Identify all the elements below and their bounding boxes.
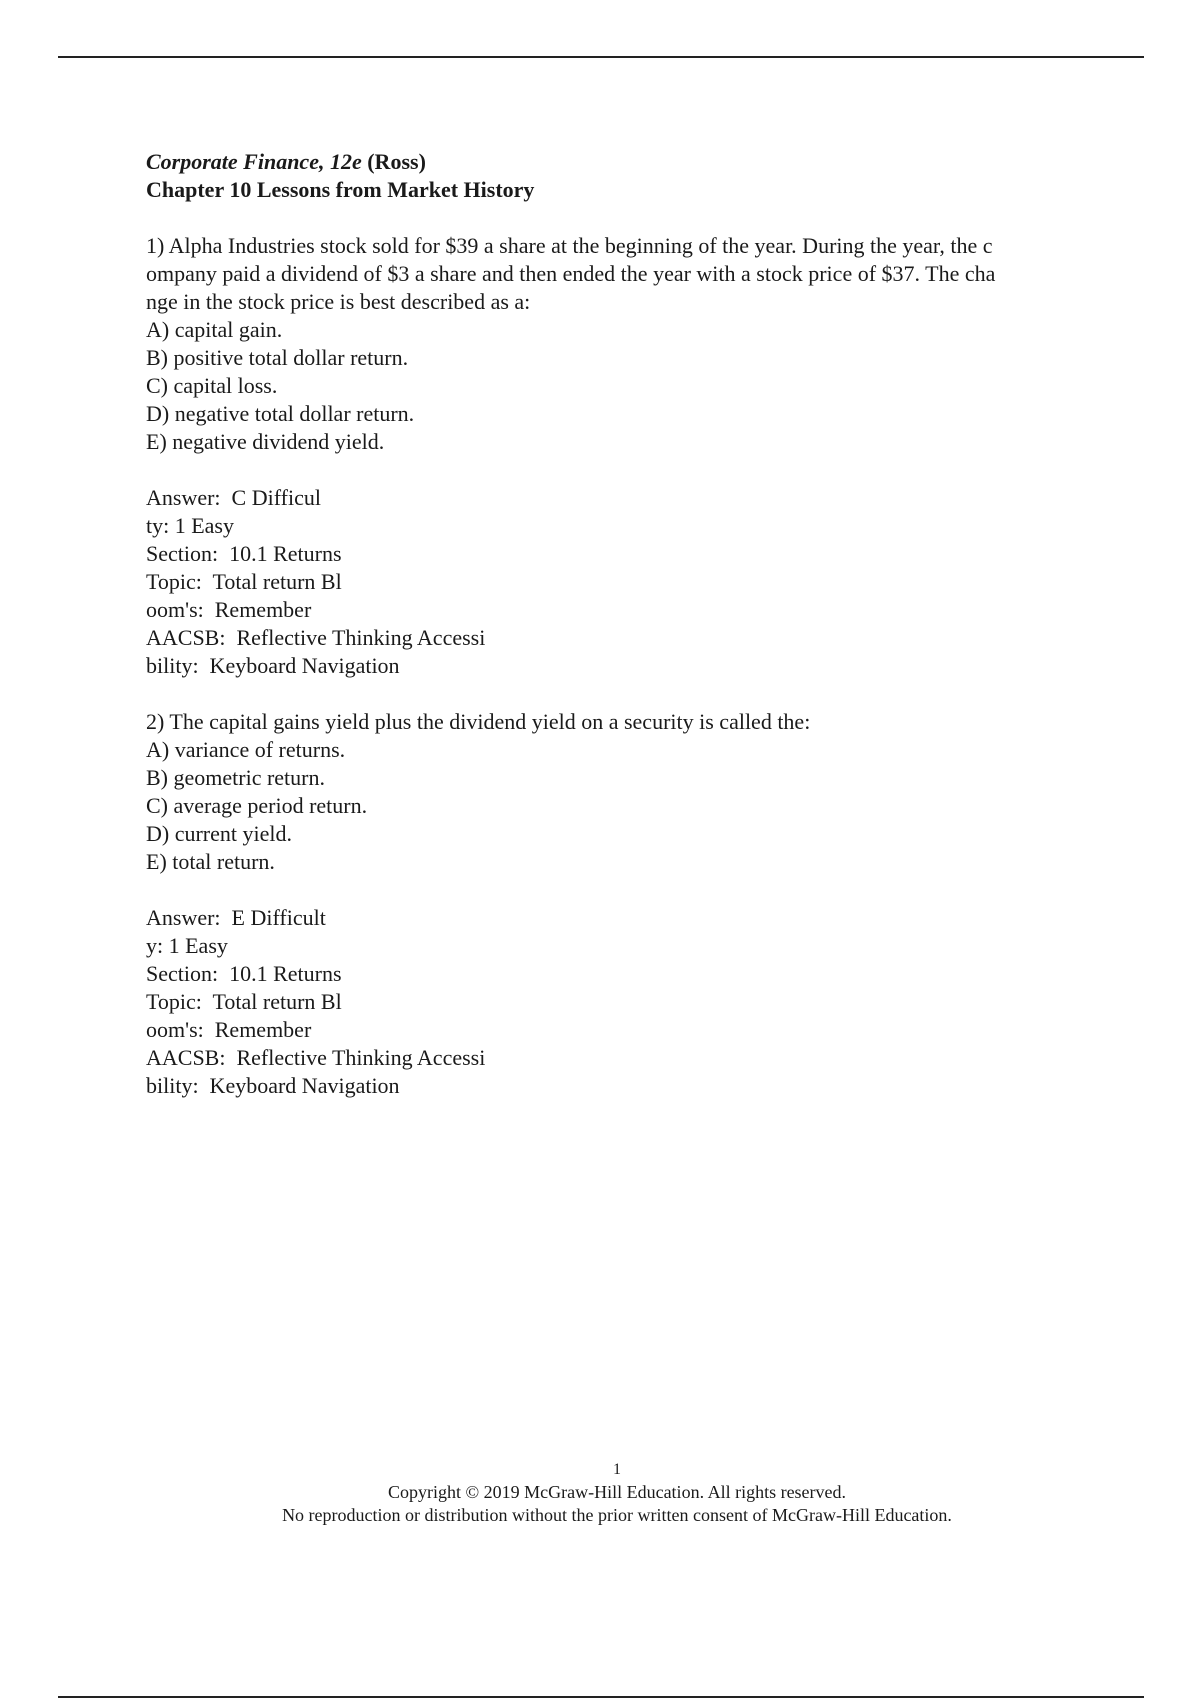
- answer-meta-line: Answer: E Difficult: [146, 905, 326, 930]
- answer-meta-line: oom's: Remember: [146, 597, 312, 622]
- book-title: [146, 148, 1076, 176]
- answer-option: C) capital loss.: [146, 373, 278, 398]
- answer-meta-line: y: 1 Easy: [146, 933, 228, 958]
- top-rule: [58, 56, 1144, 58]
- page-number: 1: [613, 1461, 621, 1478]
- answer-meta-line: Section: 10.1 Returns: [146, 961, 342, 986]
- answer-meta-line: Section: 10.1 Returns: [146, 541, 342, 566]
- answer-meta-line: Topic: Total return Bl: [146, 569, 342, 594]
- question-2: [146, 708, 1076, 1100]
- reproduction-notice: No reproduction or distribution without the prior written consent of McGraw-Hill Education.: [282, 1505, 952, 1525]
- question-stem-line: 1) Alpha Industries stock sold for $39 a share at the beginning of the year. During the year, the c: [146, 233, 993, 258]
- chapter-title: Chapter 10 Lessons from Market History: [146, 177, 535, 202]
- answer-meta-line: AACSB: Reflective Thinking Accessi: [146, 625, 486, 650]
- answer-meta-line: bility: Keyboard Navigation: [146, 653, 400, 678]
- answer-meta-line: AACSB: Reflective Thinking Accessi: [146, 1045, 486, 1070]
- answer-option: B) geometric return.: [146, 765, 325, 790]
- answer-meta-line: Topic: Total return Bl: [146, 989, 342, 1014]
- document-body: [146, 148, 1076, 1100]
- answer-option: A) capital gain.: [146, 317, 283, 342]
- answer-meta-line: bility: Keyboard Navigation: [146, 1073, 400, 1098]
- answer-option: E) total return.: [146, 849, 275, 874]
- page-footer: [0, 1458, 1200, 1527]
- answer-option: E) negative dividend yield.: [146, 429, 385, 454]
- question-stem-line: ompany paid a dividend of $3 a share and then ended the year with a stock price of $37. The cha: [146, 261, 996, 286]
- answer-option: C) average period return.: [146, 793, 368, 818]
- book-title-author: (Ross): [361, 149, 426, 174]
- answer-meta-line: oom's: Remember: [146, 1017, 312, 1042]
- answer-meta-line: Answer: C Difficul: [146, 485, 321, 510]
- question-1: [146, 232, 1076, 680]
- question-stem-line: 2) The capital gains yield plus the dividend yield on a security is called the:: [146, 709, 811, 734]
- answer-option: A) variance of returns.: [146, 737, 346, 762]
- bottom-rule: [58, 1696, 1144, 1698]
- book-title-italic: Corporate Finance, 12e: [146, 149, 362, 174]
- answer-option: D) current yield.: [146, 821, 292, 846]
- answer-option: B) positive total dollar return.: [146, 345, 409, 370]
- answer-option: D) negative total dollar return.: [146, 401, 415, 426]
- copyright-line: Copyright © 2019 McGraw-Hill Education. All rights reserved.: [387, 1482, 847, 1502]
- question-stem-line: nge in the stock price is best described as a:: [146, 289, 531, 314]
- answer-meta-line: ty: 1 Easy: [146, 513, 234, 538]
